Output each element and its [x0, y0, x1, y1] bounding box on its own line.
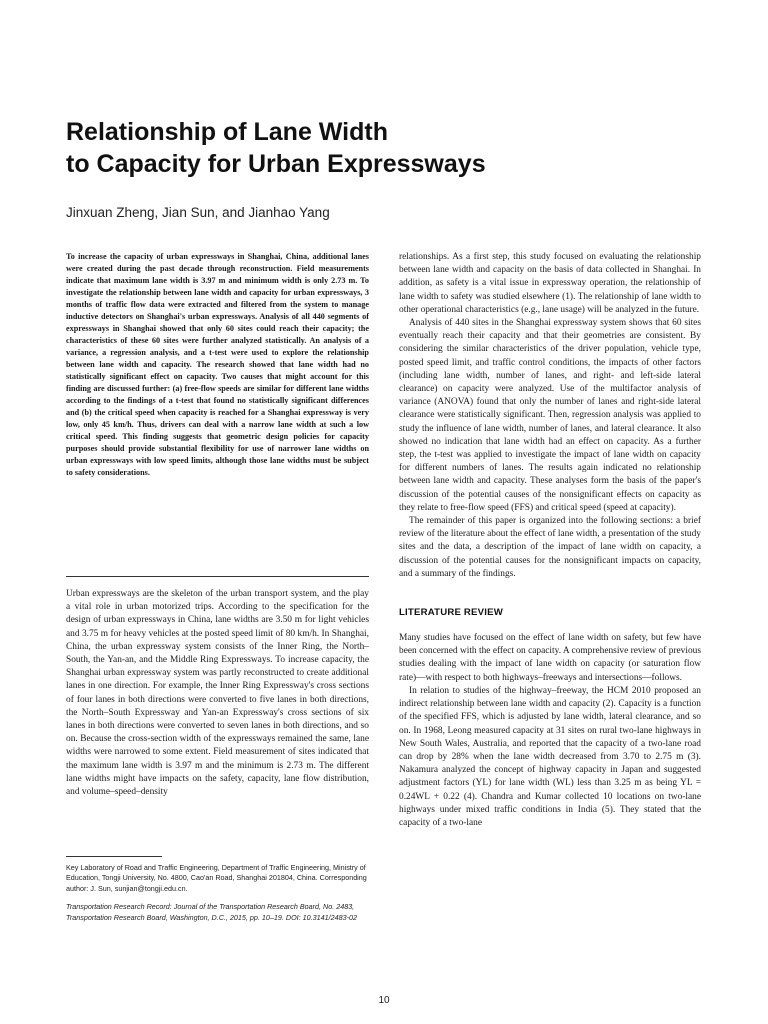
abstract: To increase the capacity of urban expressways in Shanghai, China, additional lanes were created during the past decade through reconstruction. Field measurements indicate that maximum lane width is 3.97 m and minimum width is only 2.73 m. To investigate the relationship between lane width and capacity for urban expressways, 3 months of traffic flow data were extracted and filtered from the system to manage inductive detectors on Shanghai's urban expressways. Analysis of all 440 segments of expressways in Shanghai showed that only 60 sites could reach their capacity; the characteristics of these 60 sites were further analyzed statistically. An analysis of a variance, a regression analysis, and a t-test were used to explore the relationship between lane width and capacity. The research showed that lane width had no statistically significant effect on capacity. Two causes that might account for this finding are discussed further: (a) free-flow speeds are similar for different lane widths according to the findings of a t-test that found no statistically significant differences and (b) the critical speed when capacity is reached for a Shanghai expressway is very low, only 45 km/h. Thus, drivers can deal with a narrow lane width at such a low critical speed. This finding suggests that geometric design policies for capacity purposes should provide substantial flexibility for use of narrower lane widths on urban expressways with low speed limits, although those lane widths must be subject to safety considerations. — [66, 252, 369, 477]
journal-citation: Transportation Research Record: Journal of the Transportation Research Board, No. 2483, Transportation Research Board, Washington, D.C., 2015, pp. 10–19. DOI: 10.3141/2483-02 — [66, 902, 358, 922]
footnote-divider — [66, 856, 162, 857]
paper-title — [66, 116, 706, 180]
page-number: 10 — [378, 995, 390, 1006]
author-affiliation: Key Laboratory of Road and Traffic Engineering, Department of Traffic Engineering, Ministry of Education, Tongji University, No. 4800, Cao'an Road, Shanghai 201804, China. Corresponding author: J. Sun, sunjian@tongji.edu.cn. — [66, 863, 367, 893]
footnote-block — [66, 856, 369, 923]
left-column — [66, 251, 369, 479]
right-paragraph-2: Analysis of 440 sites in the Shanghai expressway system shows that 60 sites eventually reach their capacity and that their geometries are consistent. By considering the similar characteristics of the driver population, vehicle type, posted speed limit, and traffic control conditions, the impacts of other factors (including lane width, number of lanes, and right- and left-side lateral clearance) on capacity were analyzed. Use of the multifactor analysis of variance (ANOVA) found that only the number of lanes and right-side lateral clearance were statistically significant. Then, regression analysis was applied to study the influence of lane width, number of lanes, and lateral clearance. It also showed no indication that lane width had an effect on capacity. As a further step, the t-test was applied to investigate the impact of lane width on capacity for different numbers of lanes. The results again indicated no relationship between lane width and capacity. These analyses form the basis of the paper's discussion of the potential causes of the nonsignificant effects on capacity as they relate to free-flow speed (FFS) and critical speed (speed at capacity). — [399, 318, 701, 513]
right-paragraph-1: relationships. As a first step, this study focused on evaluating the relationship between lane width and capacity on the basis of data collected in Shanghai. In addition, as safety is a vital issue in expressway operation, the relationship of lane width to safety was studied elsewhere (1). The relationship of lane width to other operational characteristics (e.g., lane usage) will be analyzed in the future. — [399, 252, 701, 315]
introduction — [66, 588, 369, 799]
section-heading-literature-review: LITERATURE REVIEW — [399, 607, 503, 619]
title-line-2: to Capacity for Urban Expressways — [66, 150, 486, 178]
abstract-divider-wrap — [66, 576, 369, 577]
intro-paragraph: Urban expressways are the skeleton of the urban transport system, and the play a vital role in urban motorized trips. According to the specification for the design of urban expressways in China, lane widths are 3.50 m for light vehicles and 3.75 m for heavy vehicles at the posted speed limit of 80 km/h. In Shanghai, China, the urban expressway system consists of the Inner Ring, the North–South, the Yan-an, and the Middle Ring Expressways. To increase capacity, the Shanghai urban expressway system was partly reconstructed to create additional lanes in one direction. For example, the Inner Ring Expressway's cross sections of four lanes in both directions were converted to five lanes in both directions, the North–South Expressway and Yan-an Expressway's cross sections of six lanes in both directions were converted to seven lanes in both directions, and so on. Because the cross-section width of the expressways remained the same, lane widths were narrowed to some extent. Field measurement of sites indicated that the maximum lane width is 3.97 m and the minimum is 2.73 m. The different lane widths might have impacts on the safety, capacity, lane flow distribution, and volume–speed–density — [66, 589, 369, 798]
right-paragraph-4: Many studies have focused on the effect of lane width on safety, but few have been concerned with the effect on capacity. A comprehensive review of previous studies dealing with the impact of lane width on capacity (or saturation flow rate)—with respect to both highways–freeways and intersections—follows. — [399, 633, 701, 683]
right-paragraph-5: In relation to studies of the highway–freeway, the HCM 2010 proposed an indirect relationship between lane width and capacity (2). Capacity is a function of the specified FFS, which is adjusted by lane width, lateral clearance, and so on. In 1968, Leong measured capacity at 31 sites on rural two-lane highways in New South Wales, Australia, and reported that the capacity of a two-lane road can drop by 28% when the lane width decreased from 3.70 to 2.75 m (3). Nakamura analyzed the concept of highway capacity in Japan and suggested adjustment factors (YL) for lane width (WL) less than 3.25 m as being YL = 0.24WL + 0.22 (4). Chandra and Kumar collected 10 locations on two-lane highways under mixed traffic conditions in India (5). They stated that the capacity of a two-lane — [399, 685, 701, 828]
title-line-1: Relationship of Lane Width — [66, 118, 388, 146]
right-paragraph-3: The remainder of this paper is organized into the following sections: a brief review of the literature about the effect of lane width, a presentation of the study sites and the data, a description of the impact of lane width on capacity, a discussion of the potential causes for the nonsignificant impacts on capacity, and a summary of the findings. — [399, 516, 701, 579]
author-list: Jinxuan Zheng, Jian Sun, and Jianhao Yang — [66, 205, 330, 220]
right-column — [399, 251, 701, 830]
abstract-divider — [66, 576, 369, 577]
